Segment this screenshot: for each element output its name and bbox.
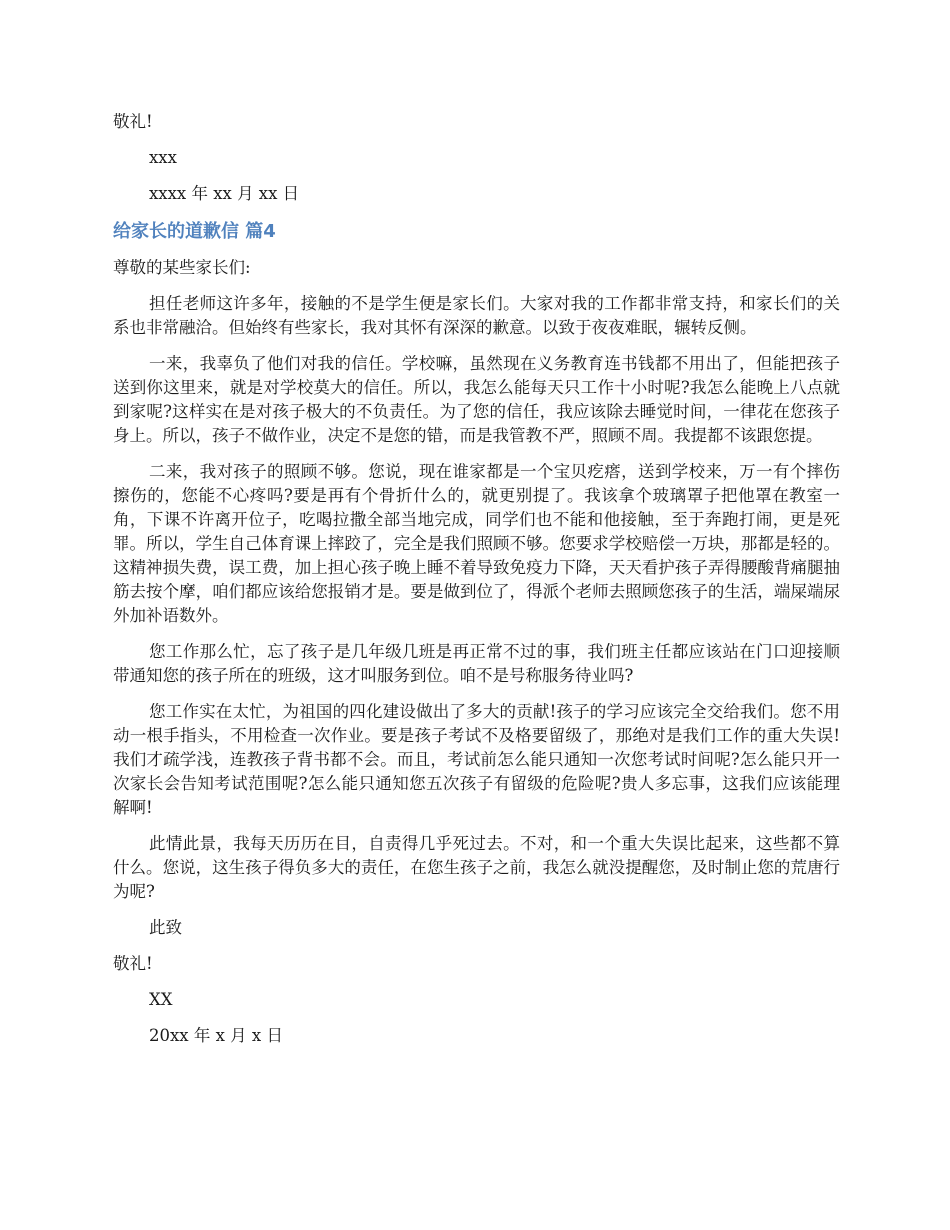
document-page — [113, 110, 840, 1060]
body-paragraph: 您工作那么忙，忘了孩子是几年级几班是再正常不过的事，我们班主任都应该站在门口迎接顺带通知您的孩子所在的班级，这才叫服务到位。咱不是号称服务待业吗? — [113, 642, 840, 685]
closing-line: 此致 — [149, 918, 182, 937]
signature-line: xxx — [149, 148, 177, 167]
body-paragraph: 此情此景，我每天历历在目，自责得几乎死过去。不对，和一个重大失误比起来，这些都不算什么。您说，这生孩子得负多大的责任，在您生孩子之前，我怎么就没提醒您，及时制止您的荒唐行为呢? — [113, 834, 840, 901]
closing-date-line: 20xx 年 x 月 x 日 — [149, 1026, 283, 1045]
section-heading: 给家长的道歉信 篇4 — [113, 221, 276, 242]
closing-salute-line: 敬礼! — [113, 954, 153, 973]
body-paragraph: 担任老师这许多年，接触的不是学生便是家长们。大家对我的工作都非常支持，和家长们的关系也非常融洽。但始终有些家长，我对其怀有深深的歉意。以致于夜夜难眠，辗转反侧。 — [113, 294, 840, 337]
greeting-line: 尊敬的某些家长们: — [113, 258, 251, 277]
salute-line: 敬礼! — [113, 112, 153, 131]
body-paragraph: 二来，我对孩子的照顾不够。您说，现在谁家都是一个宝贝疙瘩，送到学校来，万一有个摔伤擦伤的，您能不心疼吗?要是再有个骨折什么的，就更别提了。我该拿个玻璃罩子把他罩在教室一角，下课不许离开位子，吃喝拉撒全部当地完成，同学们也不能和他接触，至于奔跑打闹，更是死罪。所以，学生自己体育课上摔跤了，完全是我们照顾不够。您要求学校赔偿一万块，那都是轻的。这精神损失费，误工费，加上担心孩子晚上睡不着导致免疫力下降，天天看护孩子弄得腰酸背痛腿抽筋去按个摩，咱们都应该给您报销才是。要是做到位了，得派个老师去照顾您孩子的生活，端屎端尿外加补语数外。 — [113, 462, 840, 625]
body-paragraph: 您工作实在太忙，为祖国的四化建设做出了多大的贡献!孩子的学习应该完全交给我们。您不用动一根手指头，不用检查一次作业。要是孩子考试不及格要留级了，那绝对是我们工作的重大失误!我们才疏学浅，连教孩子背书都不会。而且，考试前怎么能只通知一次您考试时间呢?怎么能只开一次家长会告知考试范围呢?怎么能只通知您五次孩子有留级的危险呢?贵人多忘事，这我们应该能理解啊! — [113, 702, 840, 817]
closing-signature-line: XX — [149, 990, 173, 1009]
date-line: xxxx 年 xx 月 xx 日 — [149, 184, 300, 203]
body-paragraph: 一来，我辜负了他们对我的信任。学校嘛，虽然现在义务教育连书钱都不用出了，但能把孩子送到你这里来，就是对学校莫大的信任。所以，我怎么能每天只工作十小时呢?我怎么能晚上八点就到家呢?这样实在是对孩子极大的不负责任。为了您的信任，我应该除去睡觉时间，一律花在您孩子身上。所以，孩子不做作业，决定不是您的错，而是我管教不严，照顾不周。我提都不该跟您提。 — [113, 354, 840, 445]
